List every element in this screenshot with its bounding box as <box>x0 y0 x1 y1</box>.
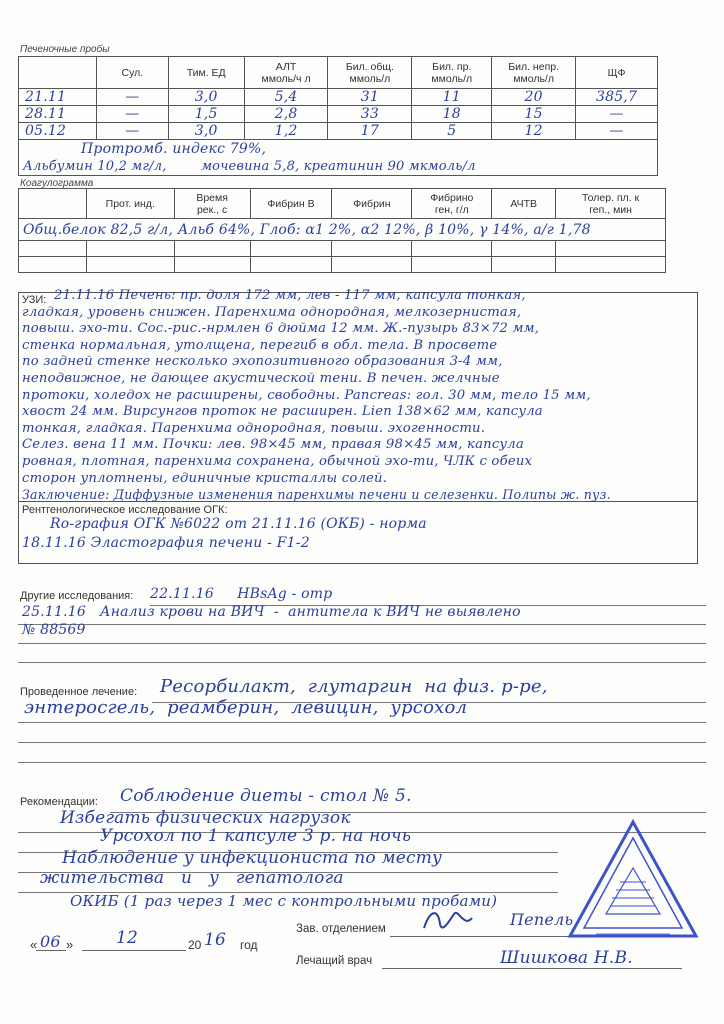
coag-col-header: Прот. инд. <box>86 189 174 219</box>
cell-alt: 5,4 <box>244 89 328 106</box>
cell-tim: 1,5 <box>168 106 244 123</box>
ruled-line <box>18 624 706 625</box>
ultrasound-conclusion: Заключение: Диффузные изменения паренхимы печени и селезенки. Полипы ж. пуз. <box>22 487 611 502</box>
cell-bil-indirect: 12 <box>492 123 576 140</box>
liver-col-header: АЛТ ммоль/ч л <box>244 57 328 89</box>
hiv-number: № 88569 <box>22 622 86 638</box>
ultrasound-text <box>22 288 698 487</box>
date-header-cell <box>19 57 97 89</box>
ultrasound-line: ровная, плотная, паренхима сохранена, обычной эхо-ти, ЧЛК с обеих <box>22 453 533 469</box>
ruled-line <box>18 662 706 663</box>
liver-col-header: Бил. пр. ммоль/л <box>412 57 492 89</box>
year-word: год <box>240 938 258 952</box>
coag-col-header: Фибрино ген, г/л <box>412 189 492 219</box>
head-signature-scribble-icon <box>420 900 480 936</box>
ultrasound-line: неподвижное, не дающее акустической тени. В печен. желчные <box>22 370 500 386</box>
treatment-line-1: Ресорбилакт, глутаргин на физ. р-ре, <box>160 676 548 697</box>
ultrasound-line: хвост 24 мм. Вирсунгов проток не расширен. Lien 138×62 мм, капсула <box>22 404 543 420</box>
ultrasound-line: протоки, холедох не расширены, свободны. Pancreas: гол. 30 мм, тело 15 мм, <box>22 387 591 403</box>
ultrasound-line: гладкая, уровень снижен. Паренхима однородная, мелкозернистая, <box>22 304 522 320</box>
ruled-line <box>18 643 706 644</box>
cell-alp: 385,7 <box>576 89 658 106</box>
ultrasound-line: 21.11.16 Печень: пр. доля 172 мм, лев - 117 мм, капсула тонкая, <box>54 288 526 303</box>
recommendations-label: Рекомендации: <box>20 796 98 808</box>
cell-alp: — <box>576 106 658 123</box>
liver-col-header: Бил. общ. ммоль/л <box>328 57 412 89</box>
recommendation-line: Наблюдение у инфекциониста по месту <box>62 848 443 868</box>
hbsag-line: 22.11.16 HBsAg - отр <box>150 586 333 602</box>
treatment-line-2: энтеросгель, реамберин, левицин, урсохол <box>24 697 468 718</box>
liver-col-header: Тим. ЕД <box>168 57 244 89</box>
day-underline <box>36 950 66 951</box>
ultrasound-line: сторон уплотнены, единичные кристаллы солей. <box>22 470 388 486</box>
ultrasound-line: Селез. вена 11 мм. Почки: лев. 98×45 мм, правая 98×45 мм, капсула <box>22 437 524 453</box>
liver-col-header: Сул. <box>96 57 168 89</box>
liver-tests-title: Печеночные пробы <box>20 44 110 55</box>
recommendation-line: Урсохол по 1 капсуле 3 р. на ночь <box>100 826 412 846</box>
coag-col-header: Фибрин <box>332 189 412 219</box>
prothrombin-line: Протромб. индекс 79%, <box>81 140 267 157</box>
cell-sul: — <box>96 89 168 106</box>
cell-bil-total: 31 <box>328 89 412 106</box>
date-open-quote: « <box>30 937 38 952</box>
liver-col-header: ЩФ <box>576 57 658 89</box>
recommendation-line: Избегать физических нагрузок <box>60 808 351 828</box>
date-close-quote: » <box>66 937 74 952</box>
cell-bil-total: 17 <box>328 123 412 140</box>
xray-label: Рентгенологическое исследование ОГК: <box>22 504 228 516</box>
cell-bil-indirect: 15 <box>492 106 576 123</box>
row-date: 28.11 <box>19 106 97 123</box>
cell-bil-total: 33 <box>328 106 412 123</box>
cell-sul: — <box>96 106 168 123</box>
cell-sul: — <box>96 123 168 140</box>
cell-tim: 3,0 <box>168 123 244 140</box>
recommendation-line: Соблюдение диеты - стол № 5. <box>120 786 412 806</box>
ruled-line <box>18 722 706 723</box>
cell-bil-direct: 5 <box>412 123 492 140</box>
ultrasound-line: по задней стенке несколько эхопозитивного образования 3-4 мм, <box>22 354 503 370</box>
coag-col-header: АЧТВ <box>492 189 556 219</box>
recommendation-line: ОКИБ (1 раз через 1 мес с контрольными пробами) <box>70 892 498 910</box>
coag-col-header: Толер. пл. к геп., мин <box>556 189 666 219</box>
date-day: 06 <box>40 932 61 951</box>
cell-tim: 3,0 <box>168 89 244 106</box>
coagulogram-title: Коагулограмма <box>20 178 94 189</box>
table-row <box>19 106 658 123</box>
liver-col-header: Бил. непр. ммоль/л <box>492 57 576 89</box>
cell-bil-indirect: 20 <box>492 89 576 106</box>
other-studies-label: Другие исследования: <box>20 590 134 602</box>
ultrasound-line: повыш. эхо-ти. Сос.-рис.-нрмлен 6 дюйма 12 мм. Ж.-пузырь 83×72 мм, <box>22 321 540 337</box>
row-date: 21.11 <box>19 89 97 106</box>
xray-line-1: Rо-графия ОГК №6022 от 21.11.16 (ОКБ) - норма <box>50 516 427 532</box>
coagulogram-handwritten: Общ.белок 82,5 г/л, Альб 64%, Глоб: α1 2%, α2 12%, β 10%, γ 14%, а/г 1,78 <box>19 219 666 241</box>
attending-doctor-label: Лечащий врач <box>296 955 373 967</box>
row-date: 05.12 <box>19 123 97 140</box>
albumin-line: Альбумин 10,2 мг/л, мочевина 5,8, креатинин 90 мкмоль/л <box>23 158 476 174</box>
signature-line <box>382 968 682 969</box>
cell-alt: 1,2 <box>244 123 328 140</box>
table-row <box>19 123 658 140</box>
cell-alt: 2,8 <box>244 106 328 123</box>
coagulogram-table <box>18 188 666 273</box>
recommendation-line: жительства и у гепатолога <box>40 868 344 888</box>
ultrasound-line: стенка нормальная, утолщена, перегиб в обл. тела. В просвете <box>22 337 498 353</box>
hiv-line: 25.11.16 Анализ крови на ВИЧ - антитела к ВИЧ не выявлено <box>22 604 521 620</box>
cell-alp: — <box>576 123 658 140</box>
head-of-department-label: Зав. отделением <box>296 923 386 935</box>
ultrasound-label: УЗИ: <box>22 294 47 306</box>
liver-tests-table <box>18 56 658 176</box>
triangle-stamp-icon <box>566 818 700 940</box>
ruled-line <box>18 742 706 743</box>
coag-col-header: Время рек., с <box>174 189 250 219</box>
cell-bil-direct: 11 <box>412 89 492 106</box>
year-suffix: 16 <box>204 930 227 950</box>
liver-extra-cell <box>19 140 658 176</box>
elastography-line: 18.11.16 Эластография печени - F1-2 <box>22 535 310 551</box>
treatment-label: Проведенное лечение: <box>20 686 138 698</box>
head-signature-name: Пепель <box>510 910 574 929</box>
coag-blank-header <box>19 189 87 219</box>
month-underline <box>82 950 186 951</box>
date-month: 12 <box>116 928 139 948</box>
ultrasound-line: тонкая, гладкая. Паренхима однородная, повыш. эхогенности. <box>22 420 486 436</box>
table-row <box>19 89 658 106</box>
cell-bil-direct: 18 <box>412 106 492 123</box>
ruled-line <box>18 762 706 763</box>
year-prefix: 20 <box>188 938 202 952</box>
attending-doctor-name: Шишкова Н.В. <box>500 948 633 968</box>
coag-col-header: Фибрин В <box>250 189 332 219</box>
